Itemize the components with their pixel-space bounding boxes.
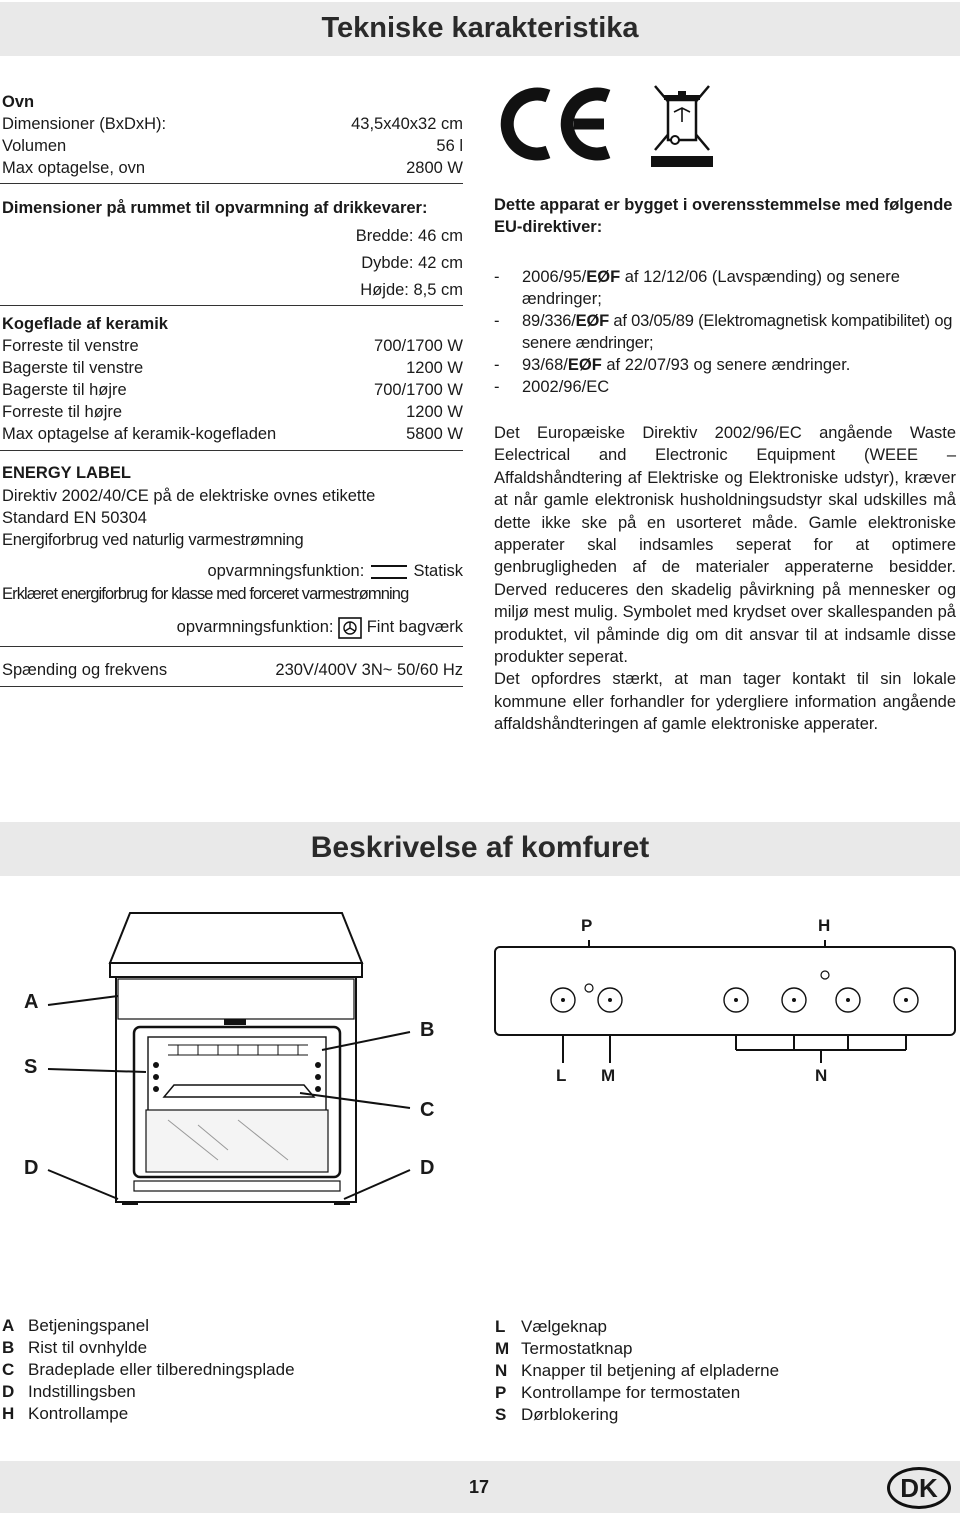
drawer-depth: Dybde: 42 cm (361, 254, 463, 272)
legend-item: H Kontrollampe (2, 1404, 129, 1423)
label-P: P (581, 916, 593, 935)
legend-item: D Indstillingsben (2, 1382, 136, 1401)
weee-text (494, 422, 956, 736)
spec-row: Max optagelse, ovn 2800 W (2, 159, 463, 177)
divider (0, 646, 463, 647)
section-title: Beskrivelse af komfuret (310, 831, 650, 864)
control-panel-illustration (494, 946, 956, 1036)
divider (0, 183, 463, 184)
legend-item: C Bradeplade eller tilberedningsplade (2, 1360, 295, 1379)
energy-heading: ENERGY LABEL (2, 464, 131, 482)
spec-row: Volumen 56 l (2, 137, 463, 155)
label-N: N (815, 1066, 828, 1085)
legend-item: L Vælgeknap (495, 1317, 608, 1336)
legend-item: P Kontrollampe for termostaten (495, 1383, 741, 1402)
hob-heading: Kogeflade af keramik (2, 315, 168, 333)
label-D-left: D (24, 1157, 39, 1179)
spec-row: Bagerste til højre 700/1700 W (2, 381, 463, 399)
label-M: M (601, 1066, 616, 1085)
legend-item: M Termostatknap (495, 1339, 633, 1358)
label-H: H (818, 916, 831, 935)
spec-row: Max optagelse af keramik-kogefladen 5800 W (2, 425, 463, 443)
energy-line: Direktiv 2002/40/CE på de elektriske ovnes etikette (2, 487, 376, 505)
energy-line: Standard EN 50304 (2, 509, 147, 527)
spec-row: Bagerste til venstre 1200 W (2, 359, 463, 377)
legend-item: S Dørblokering (495, 1405, 619, 1424)
label-B: B (420, 1019, 435, 1041)
divider (0, 305, 463, 306)
static-heating-icon (369, 564, 409, 580)
page-number: 17 (469, 1477, 490, 1497)
spec-row: Dimensioner (BxDxH): 43,5x40x32 cm (2, 115, 463, 133)
oven-illustration (108, 905, 408, 1205)
static-function: opvarmningsfunktion: Statisk (207, 562, 463, 580)
list-item: - 2006/95/EØF af 12/12/06 (Lavspænding) og senere ændringer; (494, 268, 900, 308)
legend-left (2, 1315, 295, 1425)
energy-line: Energiforbrug ved naturlig varmestrømning (2, 531, 304, 549)
page-title: Tekniske karakteristika (321, 12, 639, 44)
voltage-row: Spænding og frekvens 230V/400V 3N~ 50/60 Hz (2, 661, 463, 679)
spec-row: Forreste til venstre 700/1700 W (2, 337, 463, 355)
legend-right (495, 1316, 779, 1426)
language-badge: DK (887, 1467, 951, 1509)
legend-item: B Rist til ovnhylde (2, 1338, 148, 1357)
label-L: L (556, 1066, 567, 1085)
weee-paragraph: Det opfordres stærkt, at man tager kontakt til sin lokale kommune eller forhandler for ydergliere information angående affaldshåndteringen af gamle elektroniske apperater. (494, 670, 956, 734)
fan-function: opvarmningsfunktion: Fint bagværk (177, 616, 463, 639)
label-C: C (420, 1099, 435, 1121)
divider (0, 450, 463, 451)
list-item: - 93/68/EØF af 22/07/93 og senere ændringer. (494, 356, 851, 374)
fan-heating-icon (338, 617, 362, 639)
drawer-height: Højde: 8,5 cm (360, 281, 463, 299)
ce-mark-icon (496, 84, 616, 164)
oven-heading: Ovn (2, 93, 35, 111)
divider (0, 686, 463, 687)
energy-line: Erklæret energiforbrug for klasse med forceret varmestrømning (2, 585, 409, 603)
label-D-right: D (420, 1157, 435, 1179)
compliance-heading: Dette apparat er bygget i overensstemmelse med følgende EU-direktiver: (494, 196, 953, 236)
weee-bin-icon (651, 82, 713, 168)
list-item: - 89/336/EØF af 03/05/89 (Elektromagnetisk kompatibilitet) og senere ændringer; (494, 312, 953, 352)
label-A: A (24, 991, 39, 1013)
legend-item: N Knapper til betjening af elpladerne (495, 1361, 780, 1380)
label-S: S (24, 1056, 38, 1078)
directive-list (494, 266, 956, 398)
drawer-width: Bredde: 46 cm (355, 227, 463, 245)
drawer-heading: Dimensioner på rummet til opvarmning af drikkevarer: (2, 199, 428, 217)
weee-paragraph: Det Europæiske Direktiv 2002/96/EC angående Waste Eelectrical and Electronic Equipment (WEEE – Affaldshåndtering af Elektriske og Elektroniske udstyr), kræver at når gamle elektronisk husholdningsudstyr skal udskilles må dette ikke ske på en usorteret måde. Gamle elektroniske apperater skal indsamles seperat for at optimere genbrugligheden af de materialer apperaterne besidder. Derved reduceres den skadelig påvirkning på mennesker og miljø mest mulig. Symbolet med krydset over skallespanden på produktet, vil påminde dig om dit ansvar til at indsamle disse produkter seperat. (494, 424, 956, 667)
spec-row: Forreste til højre 1200 W (2, 403, 463, 421)
list-item: - 2002/96/EC (494, 378, 610, 396)
legend-item: A Betjeningspanel (2, 1316, 149, 1335)
